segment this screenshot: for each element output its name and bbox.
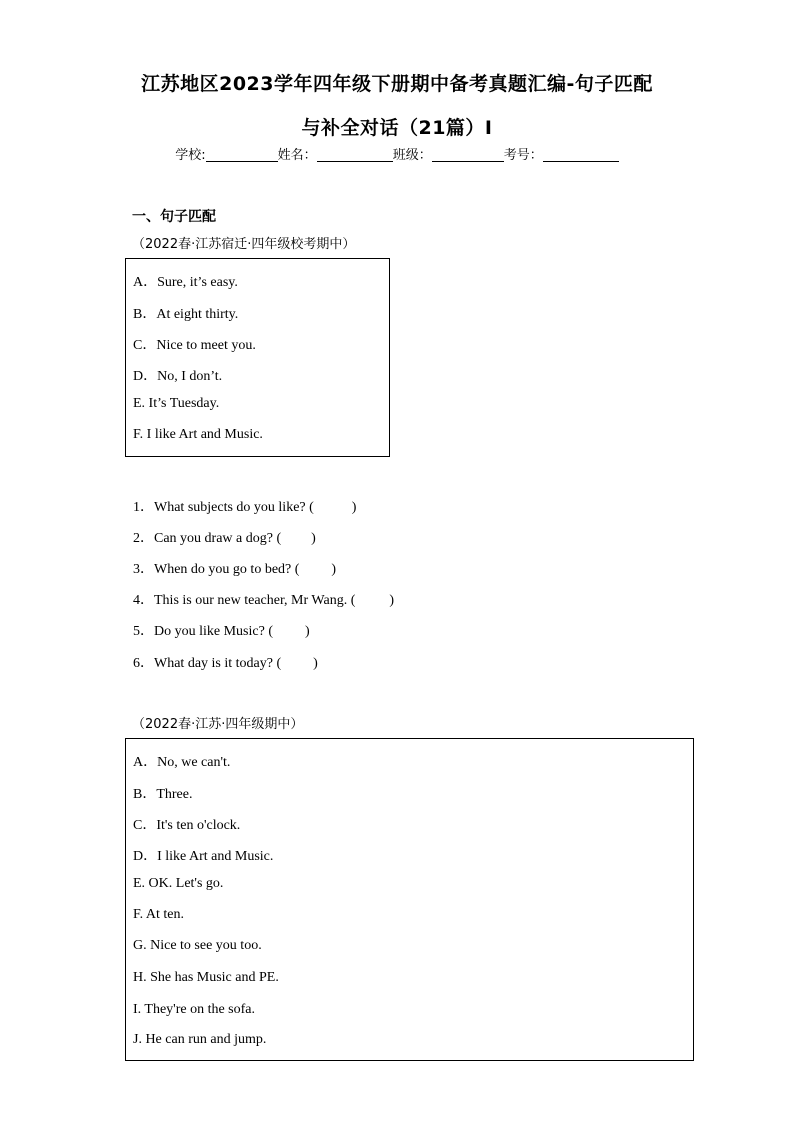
close-paren: ) bbox=[311, 531, 316, 546]
title-line-2: 与补全对话（21篇）Ⅰ bbox=[301, 117, 493, 139]
question-2 bbox=[133, 527, 316, 547]
group1-option-b: B．At eight thirty. bbox=[133, 307, 239, 322]
group2-option-h: H. She has Music and PE. bbox=[133, 970, 279, 985]
group2-option-i: I. They're on the sofa. bbox=[133, 1002, 256, 1017]
group1-source: （2022春·江苏宿迁·四年级校考期中） bbox=[132, 237, 356, 252]
group2-option-f: F. At ten. bbox=[133, 907, 184, 922]
class-label: 班级： bbox=[392, 148, 432, 163]
question-3 bbox=[133, 558, 336, 578]
name-label: 姓名： bbox=[277, 148, 317, 163]
group2-option-a: A．No, we can't. bbox=[133, 755, 231, 770]
close-paren: ) bbox=[304, 624, 310, 639]
question-text: 4．This is our new teacher, Mr Wang. ( bbox=[133, 593, 356, 608]
question-text: 2．Can you draw a dog? ( bbox=[133, 531, 282, 546]
group1-option-e: E. It’s Tuesday. bbox=[133, 396, 220, 411]
group2-option-b: B．Three. bbox=[133, 787, 193, 802]
group2-option-j: J. He can run and jump. bbox=[133, 1032, 267, 1047]
question-4 bbox=[133, 589, 394, 609]
close-paren: ) bbox=[389, 593, 395, 608]
school-label: 学校: bbox=[175, 148, 206, 163]
question-text: 6．What day is it today? ( bbox=[133, 656, 282, 671]
group1-option-a: A．Sure, it’s easy. bbox=[133, 275, 238, 290]
close-paren: ) bbox=[351, 500, 357, 515]
name-blank[interactable] bbox=[317, 147, 393, 162]
question-1 bbox=[133, 496, 356, 516]
group2-source: （2022春·江苏·四年级期中） bbox=[132, 717, 304, 732]
question-5 bbox=[133, 620, 310, 640]
group2-option-d: D．I like Art and Music. bbox=[133, 849, 274, 864]
question-text: 1．What subjects do you like? ( bbox=[133, 500, 314, 515]
group1-option-d: D．No, I don’t. bbox=[133, 369, 223, 384]
class-blank[interactable] bbox=[432, 147, 504, 162]
student-info-line bbox=[0, 144, 794, 163]
group2-option-e: E. OK. Let's go. bbox=[133, 876, 224, 891]
close-paren: ) bbox=[331, 562, 337, 577]
question-6 bbox=[133, 652, 318, 672]
group2-option-c: C．It's ten o'clock. bbox=[133, 818, 241, 833]
question-text: 5．Do you like Music? ( bbox=[133, 624, 273, 639]
group2-option-g: G. Nice to see you too. bbox=[133, 938, 262, 953]
title-line-1: 江苏地区2023学年四年级下册期中备考真题汇编-句子匹配 bbox=[141, 73, 653, 95]
group1-option-c: C．Nice to meet you. bbox=[133, 338, 256, 353]
exam-number-label: 考号： bbox=[503, 148, 543, 163]
school-blank[interactable] bbox=[206, 147, 278, 162]
question-text: 3．When do you go to bed? ( bbox=[133, 562, 300, 577]
close-paren: ) bbox=[313, 656, 318, 671]
exam-number-blank[interactable] bbox=[543, 147, 619, 162]
group1-option-f: F. I like Art and Music. bbox=[133, 427, 263, 442]
section-heading: 一、句子匹配 bbox=[132, 209, 216, 225]
